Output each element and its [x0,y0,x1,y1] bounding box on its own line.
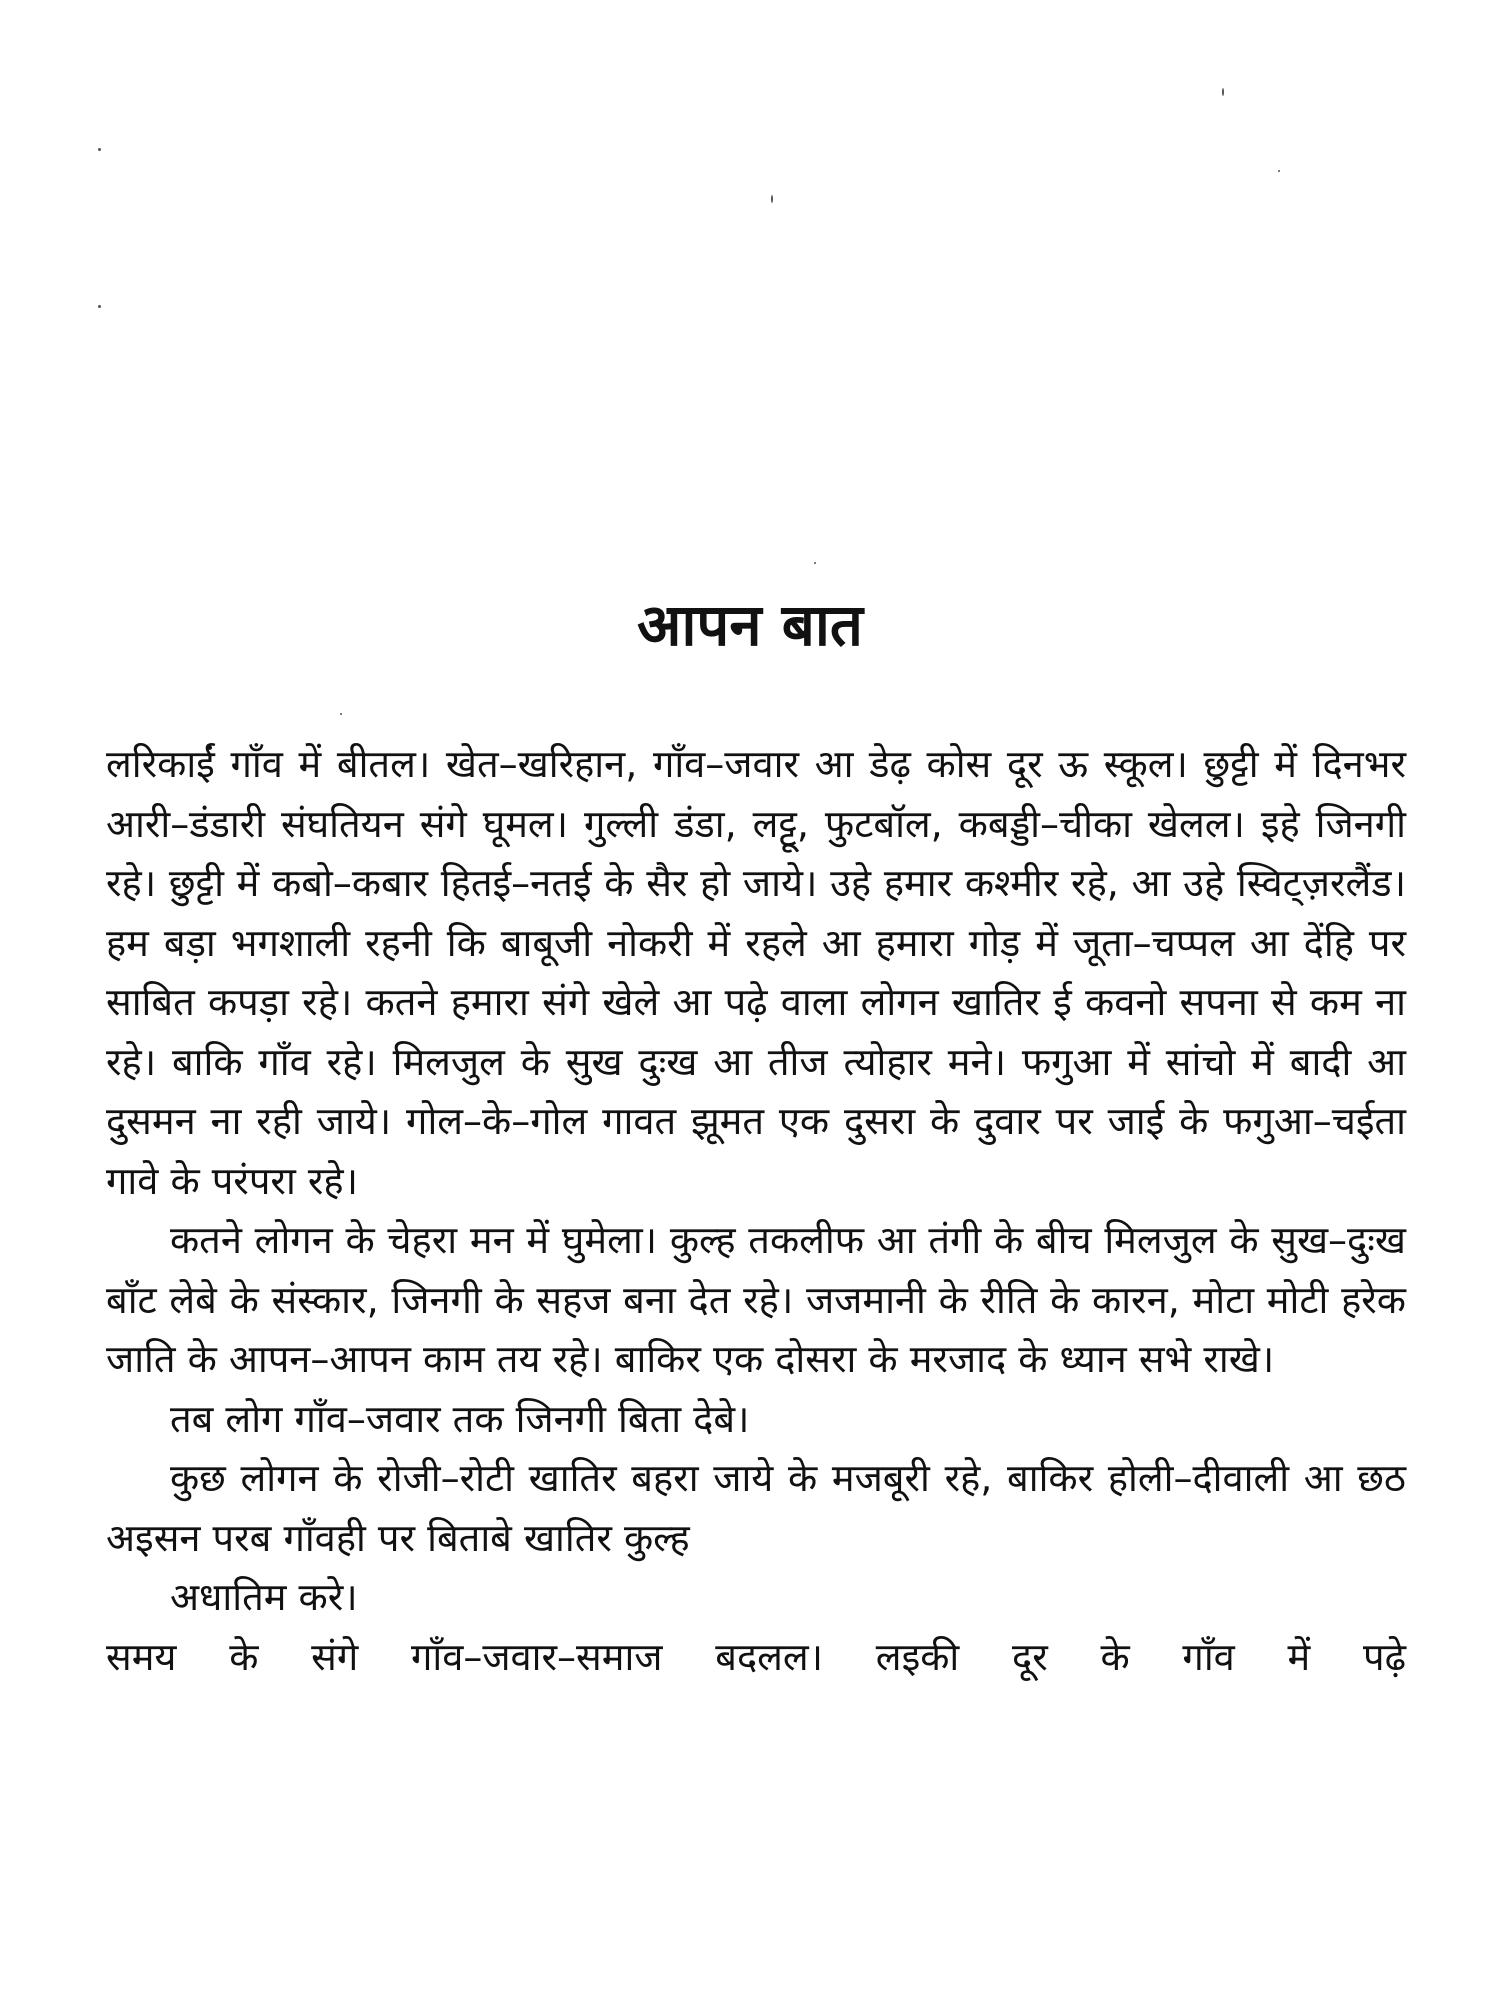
paragraph: लरिकाईं गाँव में बीतल। खेत–खरिहान, गाँव–जवार आ डेढ़ कोस दूर ऊ स्कूल। छुट्टी में दिनभर आरी–डंडारी संघतियन संगे घूमल। गुल्ली डंडा, लट्टू, फुटबॉल, कबड्डी–चीका खेलल। इहे जिनगी रहे। छुट्टी में कबो–कबार हितई–नतई के सैर हो जाये। उहे हमार कश्मीर रहे, आ उहे स्विट्ज़रलैंड। हम बड़ा भगशाली रहनी कि बाबूजी नोकरी में रहले आ हमारा गोड़ में जूता–चप्पल आ देंहि पर साबित कपड़ा रहे। कतने हमारा संगे खेले आ पढ़े वाला लोगन खातिर ई कवनो सपना से कम ना रहे। बाकि गाँव रहे। मिलजुल के सुख दुःख आ तीज त्योहार मने। फगुआ में सांचो में बादी आ दुसमन ना रही जाये। गोल–के–गोल गावत झूमत एक दुसरा के दुवार पर जाई के फगुआ–चईता गावे के परंपरा रहे। [106,742,1406,1203]
paragraph: तब लोग गाँव–जवार तक जिनगी बिता देबे। [170,1396,750,1441]
paragraph: कतने लोगन के चेहरा मन में घुमेला। कुल्ह तकलीफ आ तंगी के बीच मिलजुल के सुख–दुःख बाँट लेबे के संस्कार, जिनगी के सहज बना देत रहे। जजमानी के रीति के कारन, मोटा मोटी हरेक जाति के आपन–आपन काम तय रहे। बाकिर एक दोसरा के मरजाद के ध्यान सभे राखे। [106,1218,1406,1381]
paragraph: कुछ लोगन के रोजी–रोटी खातिर बहरा जाये के मजबूरी रहे, बाकिर होली–दीवाली आ छठ अइसन परब गाँवही पर बिताबे खातिर कुल्ह [106,1456,1406,1560]
scan-speck [98,305,101,308]
paragraph: समय के संगे गाँव–जवार–समाज बदलल। लइकी दूर के गाँव में पढ़े [106,1634,1406,1679]
scan-speck [1278,170,1280,172]
paragraph: अधातिम करे। [170,1575,358,1619]
scan-speck [98,148,101,151]
scan-speck [340,713,342,715]
page-title: आपन बात [637,591,863,659]
body-text [106,735,1406,1687]
scan-speck [1222,88,1224,96]
scan-speck [771,195,773,203]
scan-speck [814,562,816,564]
